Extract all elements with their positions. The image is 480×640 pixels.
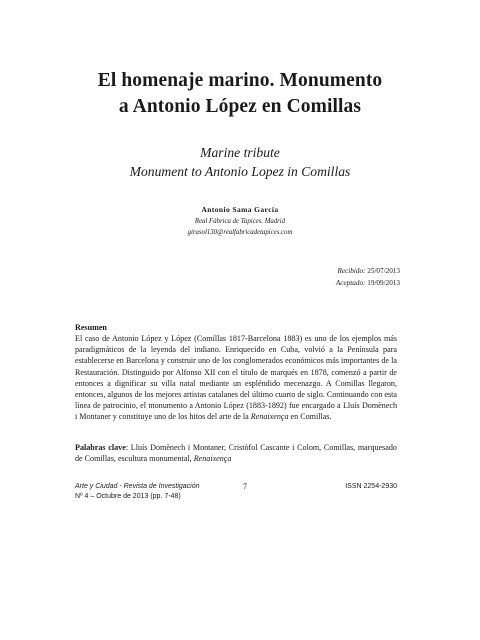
abstract-body — [75, 333, 397, 422]
article-subtitle — [60, 143, 420, 181]
received-date — [336, 265, 400, 277]
author-name: Antonio Sama García — [201, 205, 279, 214]
accepted-value: 19/09/2013 — [367, 279, 400, 287]
subtitle-line-2: Monument to Antonio Lopez in Comillas — [129, 164, 351, 179]
abstract-text-end: en Comillas. — [288, 412, 332, 422]
abstract-heading: Resumen — [75, 323, 107, 332]
journal-issue: Nº 4 – Octubre de 2013 (pp. 7-48) — [75, 493, 181, 500]
submission-dates — [336, 265, 400, 289]
author-email: girasol130@realfabricadetapices.com — [187, 229, 293, 236]
abstract — [75, 322, 397, 422]
received-value: 25/07/2013 — [367, 267, 400, 275]
keywords-heading: Palabras clave — [75, 443, 126, 452]
keywords — [75, 442, 397, 464]
keywords-italic-term: Renaixença — [193, 454, 232, 464]
abstract-italic-term: Renaixença — [250, 412, 289, 422]
keywords-text: : Lluís Domènech i Montaner, Cristòfol Cascante i Colom, Comillas, marquesado de Comillas, escultura monumental, — [75, 443, 397, 464]
accepted-label: Aceptado: — [335, 279, 366, 287]
title-line-2: a Antonio López en Comillas — [118, 96, 362, 117]
received-label: Recibido: — [337, 267, 366, 275]
page-number: 7 — [243, 482, 247, 491]
article-title — [60, 68, 420, 120]
accepted-date — [336, 277, 400, 289]
subtitle-line-1: Marine tribute — [200, 145, 280, 160]
author-block — [150, 204, 330, 238]
title-line-1: El homenaje marino. Monumento — [97, 70, 383, 91]
issn: ISSN 2254-2930 — [345, 483, 397, 490]
abstract-text: El caso de Antonio López y López (Comillas 1817-Barcelona 1883) es uno de los ejemplos más paradigmáticos de la leyenda del indiano. Enriquecido en Cuba, volvió a la Península para establecerse en Barcelona y construir uno de los conglomerados económicos más importantes de la Restauración. Distinguido por Alfonso XII con el título de marqués en 1878, comenzó a partir de entonces a dignificar su villa natal mediante un espléndido mecenazgo. A Comillas llegaron, entonces, algunos de los mejores artistas catalanes del último cuarto de siglo. Continuando con esta línea de patrocinio, el monumento a Antonio López (1883-1892) fue encargado a Lluís Domènech i Montaner y constituye uno de los hitos del arte de la — [75, 334, 397, 422]
journal-name: Arte y Ciudad - Revista de Investigación — [75, 483, 200, 490]
author-affiliation: Real Fábrica de Tapices. Madrid — [194, 218, 286, 225]
journal-info — [75, 482, 200, 502]
